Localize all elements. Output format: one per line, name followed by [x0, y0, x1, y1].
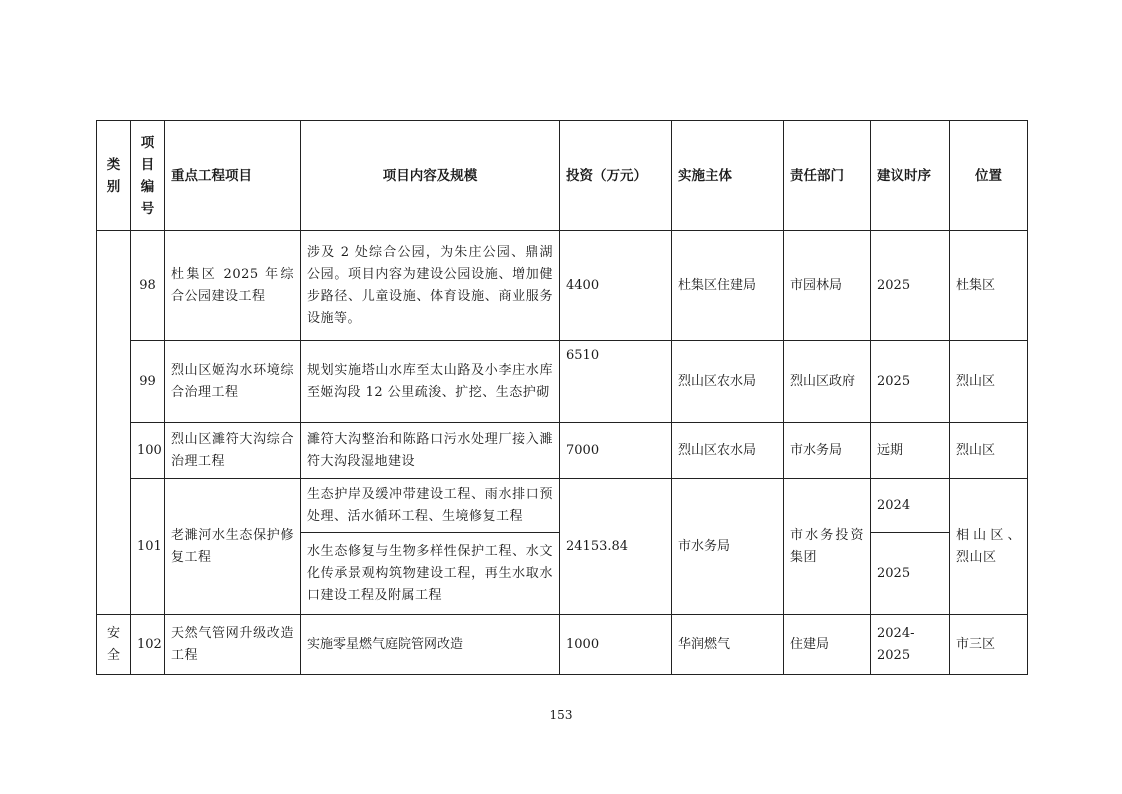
row-location: 相山区、烈山区 — [950, 479, 1028, 615]
row-timing: 远期 — [871, 423, 950, 479]
header-project-no: 项 目 编 号 — [131, 121, 165, 231]
row-timing-a: 2024 — [871, 479, 950, 533]
row-location: 烈山区 — [950, 423, 1028, 479]
header-project: 重点工程项目 — [165, 121, 301, 231]
row-implementer: 杜集区住建局 — [672, 231, 784, 341]
table-row — [97, 615, 1028, 675]
row-timing: 2025 — [871, 341, 950, 423]
header-category: 类 别 — [97, 121, 131, 231]
header-department: 责任部门 — [784, 121, 871, 231]
table-row — [97, 341, 1028, 423]
row-implementer: 烈山区农水局 — [672, 341, 784, 423]
row-investment: 6510 — [560, 341, 672, 423]
row-investment: 1000 — [560, 615, 672, 675]
header-investment: 投资（万元） — [560, 121, 672, 231]
row-content: 规划实施塔山水库至太山路及小李庄水库至姬沟段 12 公里疏浚、扩挖、生态护砌 — [301, 341, 560, 423]
row-project: 烈山区濉符大沟综合治理工程 — [165, 423, 301, 479]
category-cell-empty — [97, 231, 131, 615]
row-category: 安 全 — [97, 615, 131, 675]
row-project: 烈山区姬沟水环境综合治理工程 — [165, 341, 301, 423]
header-content: 项目内容及规模 — [301, 121, 560, 231]
row-location: 烈山区 — [950, 341, 1028, 423]
row-timing: 2025 — [871, 231, 950, 341]
row-no: 101 — [131, 479, 165, 615]
row-no: 100 — [131, 423, 165, 479]
row-project: 天然气管网升级改造工程 — [165, 615, 301, 675]
row-location: 杜集区 — [950, 231, 1028, 341]
row-content-a: 生态护岸及缓冲带建设工程、雨水排口预处理、活水循环工程、生境修复工程 — [301, 479, 560, 533]
row-department: 烈山区政府 — [784, 341, 871, 423]
header-timing: 建议时序 — [871, 121, 950, 231]
row-department: 市水务投资集团 — [784, 479, 871, 615]
row-timing-b: 2025 — [871, 533, 950, 615]
table-row — [97, 479, 1028, 533]
row-no: 102 — [131, 615, 165, 675]
table-row — [97, 231, 1028, 341]
row-department: 市园林局 — [784, 231, 871, 341]
row-implementer: 市水务局 — [672, 479, 784, 615]
row-content: 涉及 2 处综合公园，为朱庄公园、鼎湖公园。项目内容为建设公园设施、增加健步路径、儿童设施、体育设施、商业服务设施等。 — [301, 231, 560, 341]
row-department: 住建局 — [784, 615, 871, 675]
table-row — [97, 423, 1028, 479]
row-content-b: 水生态修复与生物多样性保护工程、水文化传承景观构筑物建设工程，再生水取水口建设工程及附属工程 — [301, 533, 560, 615]
row-project: 杜集区 2025 年综合公园建设工程 — [165, 231, 301, 341]
row-investment: 7000 — [560, 423, 672, 479]
row-investment: 4400 — [560, 231, 672, 341]
row-project: 老濉河水生态保护修复工程 — [165, 479, 301, 615]
row-content: 实施零星燃气庭院管网改造 — [301, 615, 560, 675]
row-location: 市三区 — [950, 615, 1028, 675]
header-implementer: 实施主体 — [672, 121, 784, 231]
project-table — [96, 120, 1028, 675]
page-number: 153 — [549, 708, 573, 722]
header-location: 位置 — [950, 121, 1028, 231]
row-no: 99 — [131, 341, 165, 423]
row-implementer: 烈山区农水局 — [672, 423, 784, 479]
row-no: 98 — [131, 231, 165, 341]
row-investment: 24153.84 — [560, 479, 672, 615]
row-timing: 2024-2025 — [871, 615, 950, 675]
row-implementer: 华润燃气 — [672, 615, 784, 675]
header-row — [97, 121, 1028, 231]
row-content: 濉符大沟整治和陈路口污水处理厂接入濉符大沟段湿地建设 — [301, 423, 560, 479]
row-department: 市水务局 — [784, 423, 871, 479]
